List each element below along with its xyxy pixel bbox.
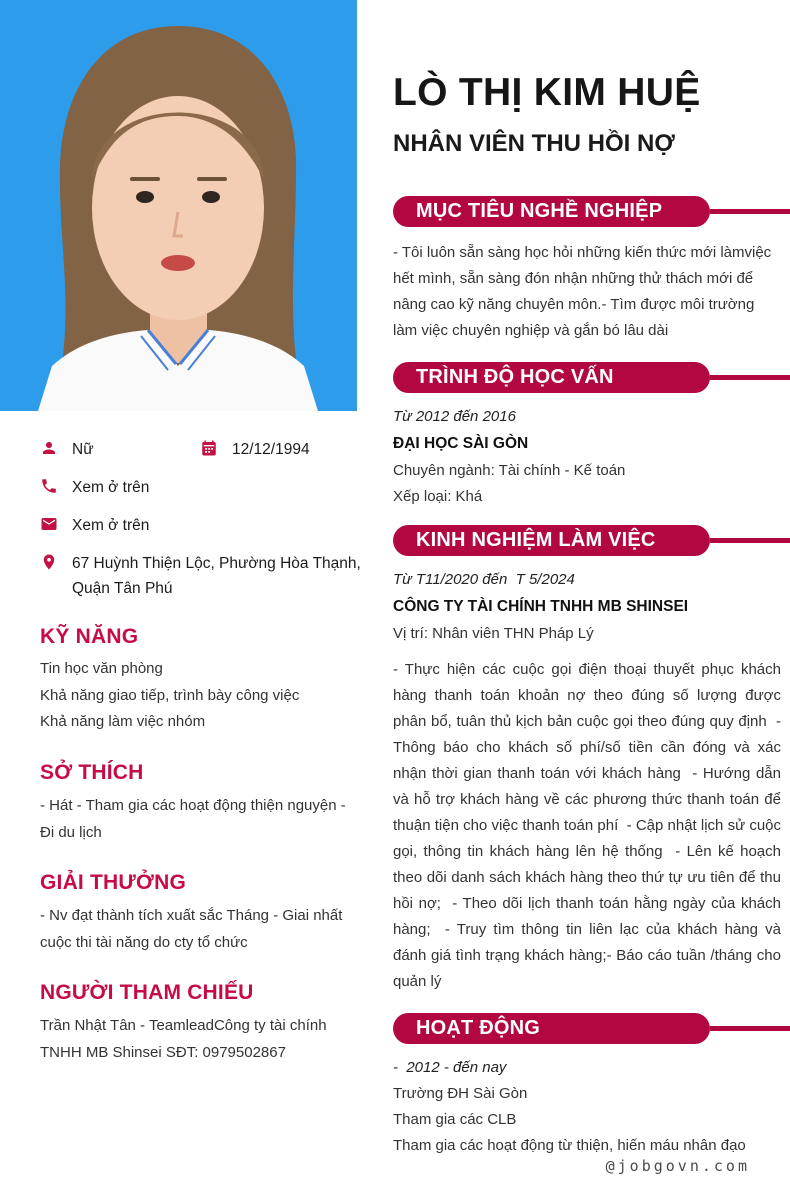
phone-icon	[40, 477, 58, 495]
education-section	[393, 406, 790, 507]
activities-section	[393, 1057, 790, 1156]
phone-value: Xem ở trên	[72, 479, 150, 496]
education-grade: Xếp loại: Khá	[393, 488, 483, 505]
calendar-icon	[200, 439, 218, 457]
experience-period: Từ T11/2020 đến T 5/2024	[393, 571, 575, 588]
activity-item: Tham gia các CLB	[393, 1111, 517, 1128]
right-column	[393, 0, 790, 1156]
header-rule	[710, 375, 790, 380]
awards-heading: GIẢI THƯỞNG	[40, 870, 187, 894]
skills-heading: KỸ NĂNG	[40, 625, 139, 648]
experience-text: - Thực hiện các cuộc gọi điện thoại thuyết phục khách hàng thanh toán khoản nợ theo đúng số lượng được phân bổ, tuân thủ kịch bản cuộc gọi theo đúng quy định - Thông báo cho khách số phí/số tiền cần đóng và xác nhận thời gian thanh toán với khách hàng - Hướng dẫn và hỗ trợ khách hàng về các phương thức thanh toán để thuận tiện cho việc thanh toán phí - Cập nhật lịch sử cuộc gọi, thông tin khách hàng lên hệ thống - Lên kế hoạch theo dõi danh sách khách hàng theo thứ tự ưu tiên để thu hồi nợ; - Theo dõi lịch thanh toán hằng ngày của khách hàng; - Truy tìm thông tin liên lạc của khách hàng và đánh giá tình trạng khách hàng;- Báo cáo tuần /tháng cho quản lý	[393, 661, 786, 990]
left-column	[40, 437, 362, 1066]
mail-icon	[40, 515, 58, 533]
contact-info	[40, 437, 362, 601]
experience-title: KINH NGHIỆM LÀM VIỆC	[393, 525, 710, 556]
gender-dob-row	[40, 437, 362, 462]
education-period: Từ 2012 đến 2016	[393, 408, 516, 425]
skill-item: Tin học văn phòng	[40, 660, 163, 677]
objective-title: MỤC TIÊU NGHỀ NGHIỆP	[393, 196, 710, 227]
education-major: Chuyên ngành: Tài chính - Kế toán	[393, 462, 626, 479]
references-heading: NGƯỜI THAM CHIẾU	[40, 980, 254, 1004]
skill-item: Khả năng làm việc nhóm	[40, 713, 206, 730]
awards-text: - Nv đạt thành tích xuất sắc Tháng - Giai nhất cuộc thi tài năng do cty tổ chức	[40, 906, 343, 951]
education-title: TRÌNH ĐỘ HỌC VẤN	[393, 362, 710, 393]
header-rule	[710, 538, 790, 543]
education-section-header	[393, 362, 790, 393]
header-rule	[710, 209, 790, 214]
phone-row	[40, 475, 362, 500]
references-text: Trần Nhật Tân - TeamleadCông ty tài chính TNHH MB Shinsei SĐT: 0979502867	[40, 1016, 327, 1061]
hobbies-text: - Hát - Tham gia các hoạt động thiện nguyện - Đi du lịch	[40, 796, 346, 841]
dob-value: 12/12/1994	[232, 441, 310, 458]
experience-section-header	[393, 525, 790, 556]
experience-company: CÔNG TY TÀI CHÍNH TNHH MB SHINSEI	[393, 598, 689, 615]
person-icon	[40, 439, 58, 457]
activity-item: Tham gia các hoạt động từ thiện, hiến máu nhân đạo	[393, 1137, 746, 1154]
watermark: @jobgovn.com	[605, 1157, 750, 1175]
experience-section	[393, 569, 790, 995]
experience-position: Vị trí: Nhân viên THN Pháp Lý	[393, 625, 594, 642]
address-value: 67 Huỳnh Thiện Lộc, Phường Hòa Thạnh, Quận Tân Phú	[72, 555, 361, 597]
hobbies-heading: SỞ THÍCH	[40, 760, 144, 784]
education-school: ĐẠI HỌC SÀI GÒN	[393, 435, 529, 452]
location-icon	[40, 553, 58, 571]
activities-section-header	[393, 1013, 790, 1044]
header-rule	[710, 1026, 790, 1031]
candidate-name: LÒ THỊ KIM HUỆ	[393, 71, 701, 114]
objective-section	[393, 240, 790, 344]
objective-text: - Tôi luôn sẵn sàng học hỏi những kiến thức mới làmviệc hết mình, sẵn sàng đón nhận những thử thách mới để nâng cao kỹ năng chuyên môn.- Tìm được môi trường làm việc chuyên nghiệp và gắn bó lâu dài	[393, 244, 776, 339]
email-value: Xem ở trên	[72, 517, 150, 534]
activity-item: Trường ĐH Sài Gòn	[393, 1085, 528, 1102]
job-title: NHÂN VIÊN THU HỒI NỢ	[393, 130, 675, 157]
activities-title: HOẠT ĐỘNG	[393, 1013, 710, 1044]
address-row	[40, 551, 362, 601]
skill-item: Khả năng giao tiếp, trình bày công việc	[40, 686, 300, 704]
profile-photo-image	[0, 0, 357, 411]
activities-period: - 2012 - đến nay	[393, 1059, 507, 1076]
email-row	[40, 513, 362, 538]
objective-section-header	[393, 196, 790, 227]
profile-photo	[0, 0, 357, 411]
gender-value: Nữ	[72, 441, 94, 458]
